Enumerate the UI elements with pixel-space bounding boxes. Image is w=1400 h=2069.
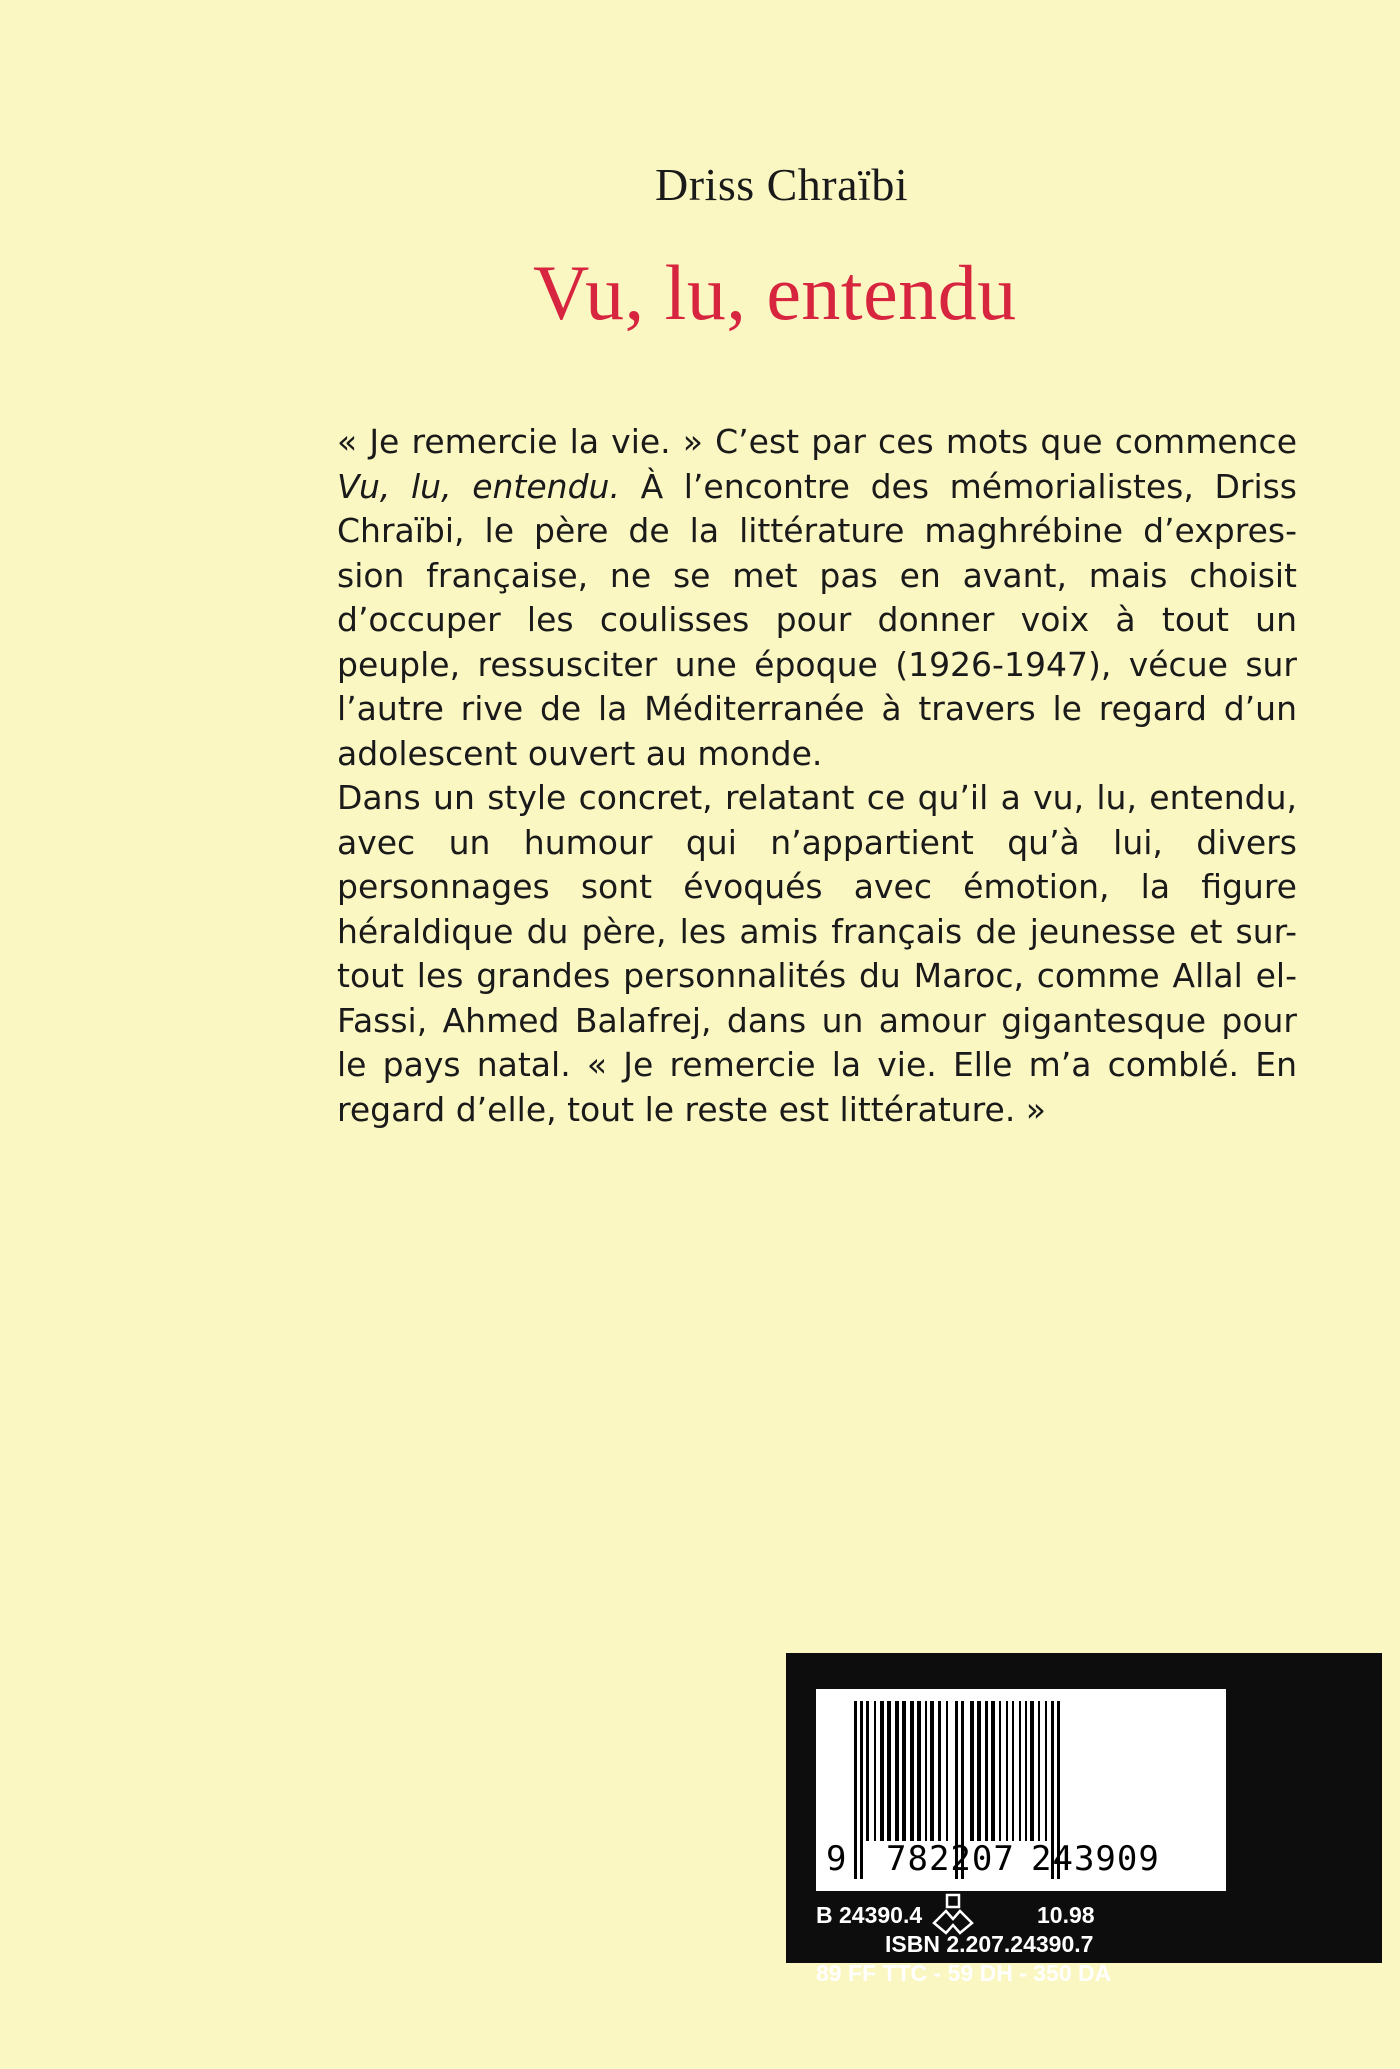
barcode-bar xyxy=(970,1701,974,1841)
barcode-bar xyxy=(991,1701,995,1841)
isbn: ISBN 2.207.24390.7 xyxy=(885,1931,1094,1957)
reference-number: B 24390.4 xyxy=(816,1902,923,1928)
blurb-opening-quote: « Je remercie la vie. » C’est par ces mots que commence xyxy=(337,422,1297,461)
blurb-paragraph-1 xyxy=(337,420,1297,776)
blurb-title-italic: Vu, lu, entendu. xyxy=(337,466,620,506)
barcode-bar xyxy=(887,1701,891,1841)
ref-line xyxy=(816,1901,1236,1930)
barcode-bar xyxy=(1030,1701,1034,1841)
barcode-bar xyxy=(874,1701,876,1841)
barcode xyxy=(816,1689,1226,1891)
barcode-bar xyxy=(1045,1701,1047,1841)
barcode-bar xyxy=(1025,1701,1027,1841)
blurb-paragraph-1-rest: À l’encontre des mémorialistes, Driss Chraïbi, le père de la littérature maghrébine d’expres-sion française, ne se met pas en avant, mais choisit d’occuper les coulisses pour donner voix à tout un peuple, ressusciter une époque (1926-1947), vécue sur l’autre rive de la Méditerranée à travers le regard d’un adolescent ouvert au monde. xyxy=(337,466,1298,773)
barcode-bar xyxy=(925,1701,927,1841)
barcode-bar xyxy=(1006,1701,1008,1841)
barcode-bar xyxy=(930,1701,934,1841)
barcode-bar xyxy=(999,1701,1001,1841)
price: 89 FF TTC - 59 DH - 350 DA xyxy=(816,1960,1112,1986)
barcode-bar xyxy=(977,1701,981,1841)
barcode-bar xyxy=(902,1701,906,1841)
barcode-bar xyxy=(1019,1701,1021,1841)
author-name: Driss Chraïbi xyxy=(655,159,909,210)
price-box xyxy=(786,1653,1382,1986)
barcode-digits xyxy=(826,1839,1216,1883)
barcode-first-digit: 9 xyxy=(826,1839,847,1879)
barcode-bar xyxy=(880,1701,884,1841)
barcode-bar xyxy=(946,1701,948,1841)
price-codes xyxy=(816,1901,1236,1988)
print-date: 10.98 xyxy=(1037,1902,1095,1928)
barcode-bar xyxy=(1038,1701,1040,1841)
price-line xyxy=(816,1959,1236,1988)
blurb xyxy=(337,420,1297,1132)
barcode-bar xyxy=(866,1701,869,1841)
barcode-bar xyxy=(917,1701,921,1841)
barcode-digit-group-1: 782207 xyxy=(886,1839,1015,1879)
book-title: Vu, lu, entendu xyxy=(533,249,1017,336)
blurb-paragraph-2: Dans un style concret, relatant ce qu’il a vu, lu, entendu, avec un humour qui n’appartient qu’à lui, divers personnages sont évoqués avec émotion, la figure héraldique du père, les amis français de jeunesse et sur-tout les grandes personnalités du Maroc, comme Allal el-Fassi, Ahmed Balafrej, dans un amour gigantesque pour le pays natal. « Je remercie la vie. Elle m’a comblé. En regard d’elle, tout le reste est littérature. » xyxy=(337,778,1297,1129)
barcode-bar xyxy=(938,1701,941,1841)
barcode-bar xyxy=(910,1701,914,1841)
barcode-bar xyxy=(895,1701,899,1841)
barcode-bar xyxy=(985,1701,988,1841)
barcode-digit-group-2: 243909 xyxy=(1031,1839,1160,1879)
isbn-line xyxy=(816,1930,1236,1959)
barcode-bar xyxy=(1012,1701,1014,1841)
